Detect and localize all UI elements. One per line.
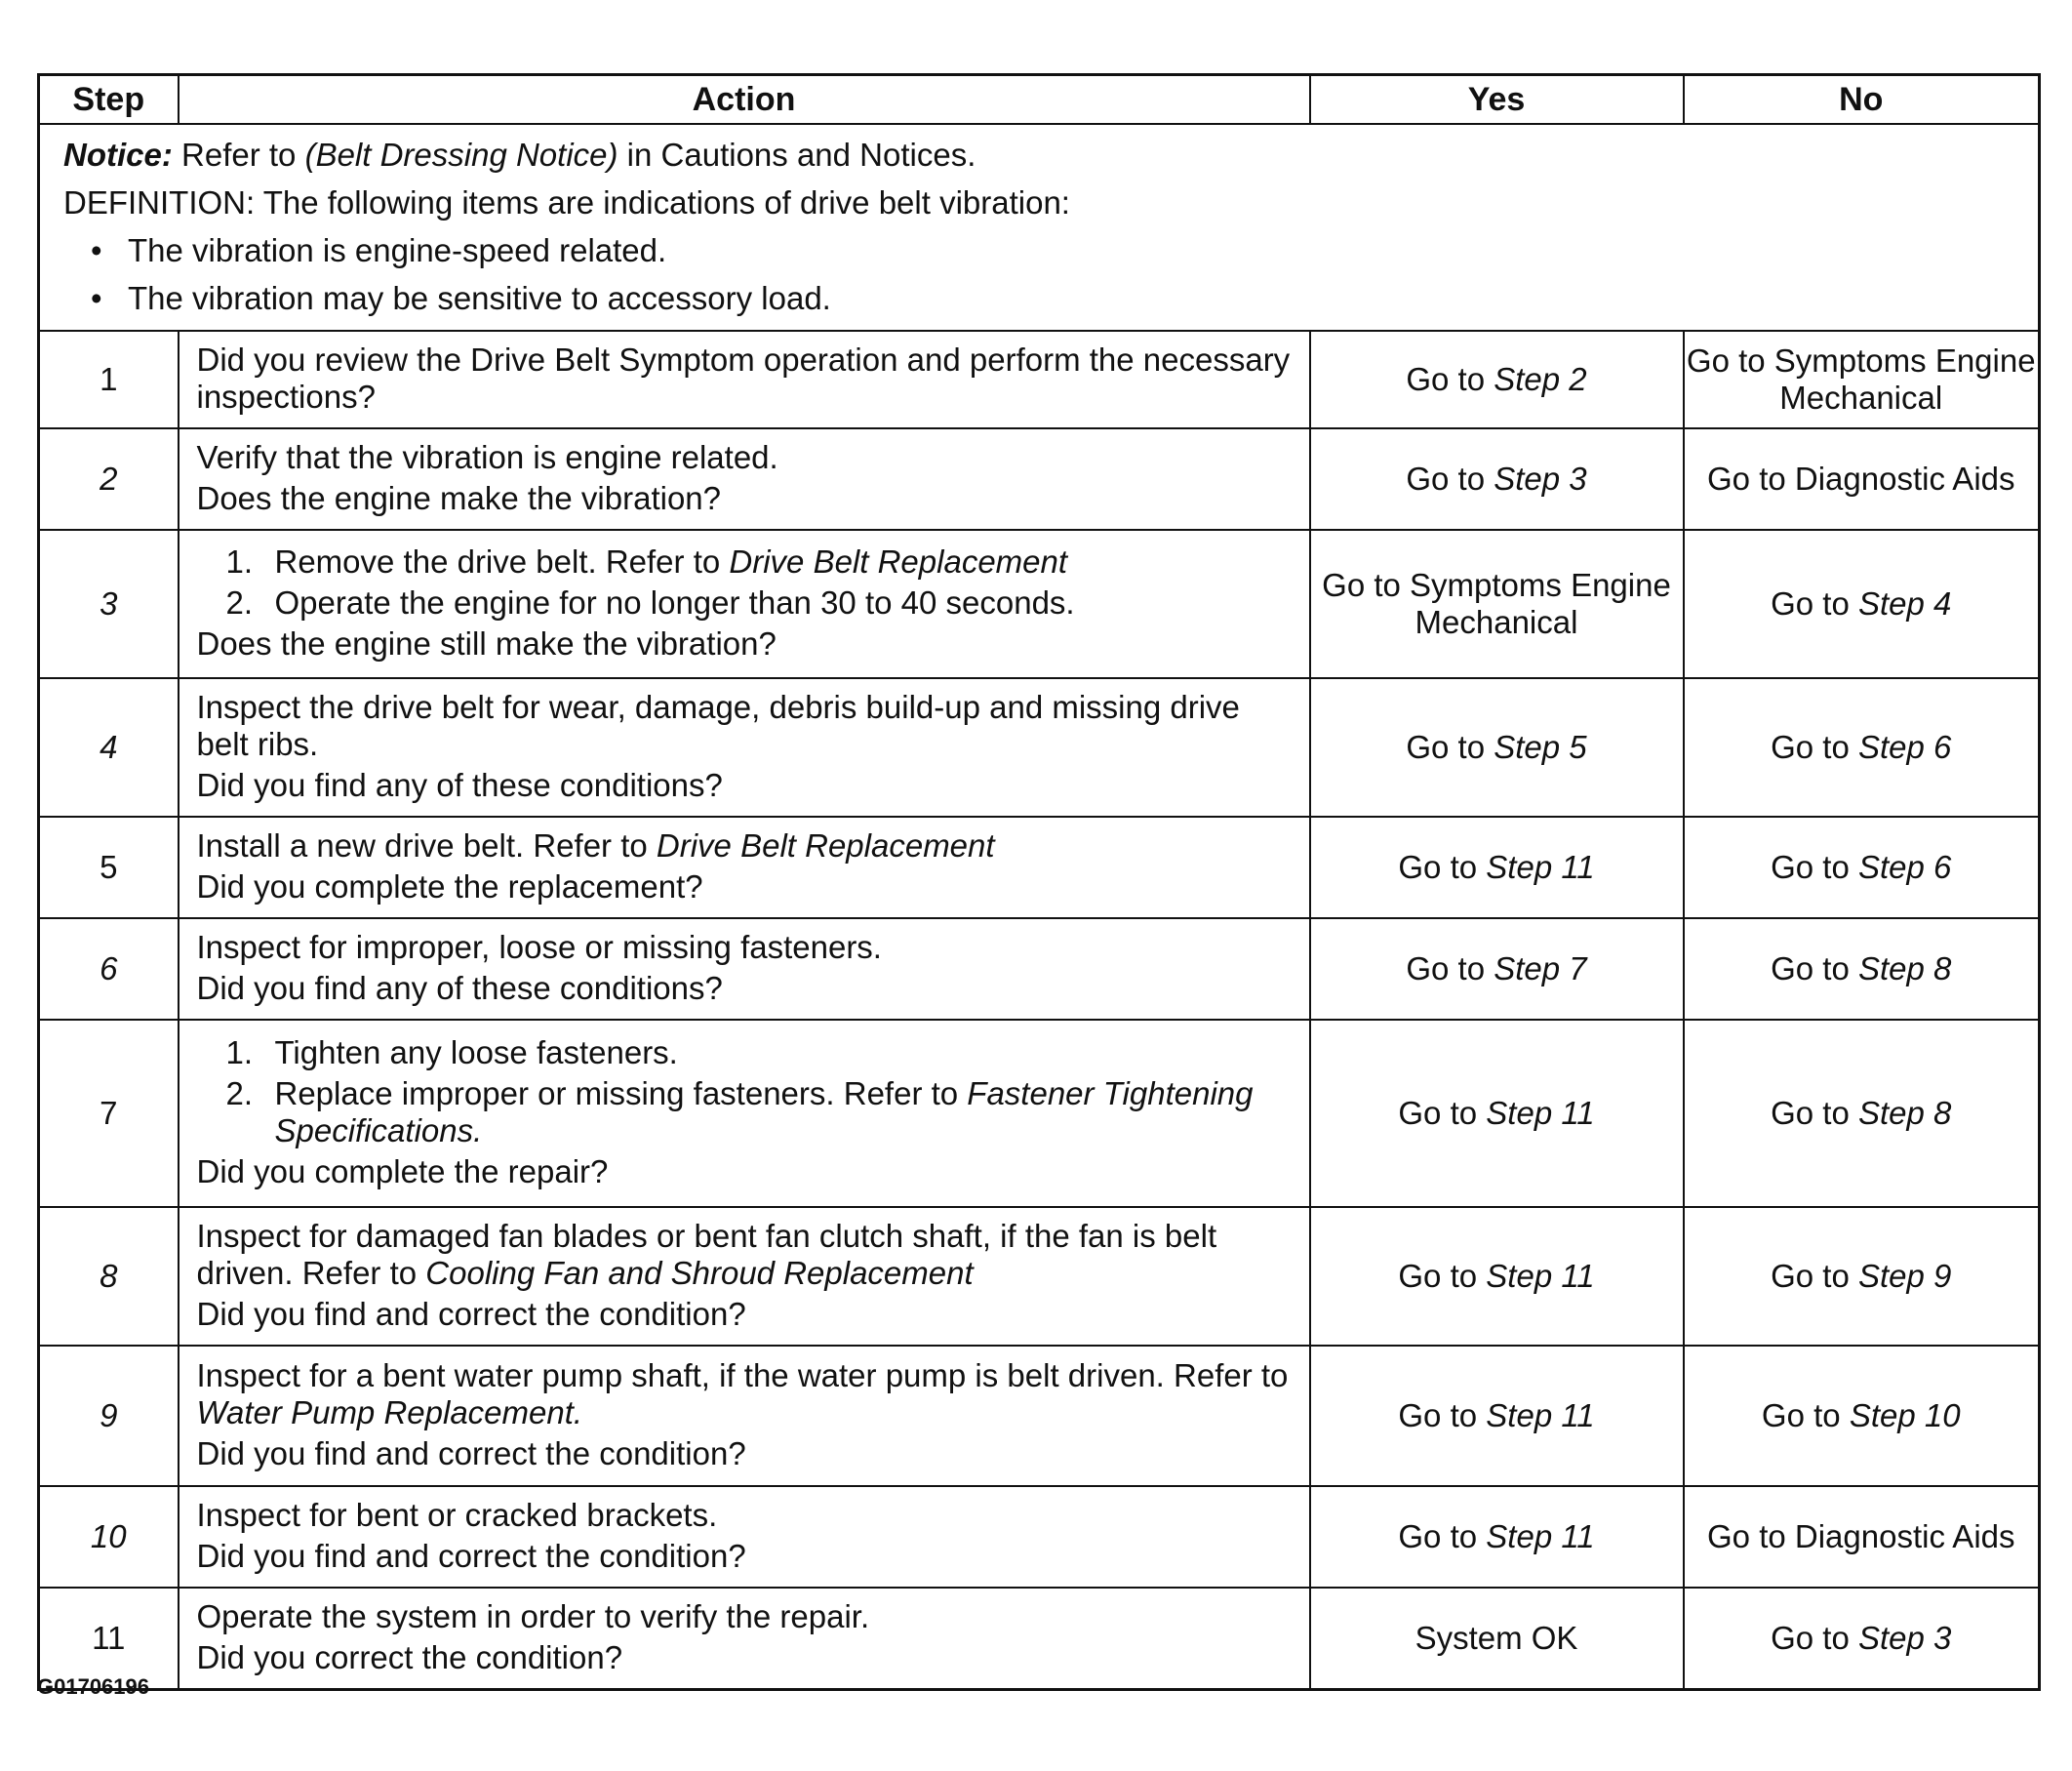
table-row [39, 1020, 2040, 1207]
step-number: 9 [39, 1346, 179, 1486]
numbered-instruction [226, 1075, 1292, 1149]
action-plain: Does the engine make the vibration? [196, 480, 722, 516]
instruction-plain: Replace improper or missing fasteners. Refer to [274, 1075, 968, 1111]
step-number: 3 [39, 530, 179, 678]
result-no-text: Go to [1761, 1397, 1850, 1433]
result-yes [1310, 530, 1684, 678]
action-line [197, 625, 1292, 663]
result-yes [1310, 1486, 1684, 1588]
result-yes-text: Go to [1406, 461, 1494, 497]
notice-line [63, 131, 2014, 179]
action-line [197, 439, 1292, 476]
action-line [197, 767, 1292, 804]
bullet-icon: • [91, 280, 102, 316]
action-cell [179, 1020, 1310, 1207]
action-line [197, 342, 1292, 416]
instruction-text [275, 1034, 678, 1071]
header-row [39, 75, 2040, 125]
result-yes-text: Go to Symptoms Engine Mechanical [1322, 567, 1671, 640]
result-no [1684, 1020, 2040, 1207]
result-no [1684, 1346, 2040, 1486]
table-row [39, 918, 2040, 1020]
table-row [39, 428, 2040, 530]
instruction-number: 1. [225, 543, 254, 580]
result-yes [1310, 918, 1684, 1020]
action-line [197, 1296, 1292, 1333]
action-line [197, 827, 1292, 865]
step-number: 10 [39, 1486, 179, 1588]
result-yes-text: Go to [1406, 950, 1494, 986]
table-row [39, 1346, 2040, 1486]
result-no-step: Step 6 [1857, 729, 1952, 765]
table-row [39, 1486, 2040, 1588]
numbered-instruction [226, 1034, 1292, 1071]
result-yes-step: Step 3 [1494, 461, 1587, 497]
table-row [39, 1588, 2040, 1690]
action-plain: Did you find and correct the condition? [196, 1435, 746, 1471]
action-line [197, 1153, 1292, 1190]
instruction-reference: Fastener Tightening Specifications. [274, 1075, 1254, 1148]
result-yes-text: Go to [1398, 1095, 1487, 1131]
result-yes-text: Go to [1398, 1258, 1487, 1294]
result-no-text: Go to [1771, 585, 1858, 622]
step-number: 8 [39, 1207, 179, 1346]
action-line [197, 689, 1292, 763]
header-step: Step [39, 75, 179, 125]
action-plain: Did you review the Drive Belt Symptom operation and perform the necessary inspections? [196, 342, 1291, 415]
step-number: 5 [39, 817, 179, 918]
action-plain: Did you find any of these conditions? [196, 767, 723, 803]
instruction-number: 2. [225, 584, 254, 621]
diagnostic-table [37, 73, 2041, 1691]
action-line [197, 480, 1292, 517]
action-plain: Install a new drive belt. Refer to [196, 827, 657, 864]
diagnostic-table-container [37, 73, 2038, 1691]
result-no-step: Step 8 [1857, 1095, 1952, 1131]
action-line [197, 1497, 1292, 1534]
result-no-text: Go to [1771, 1258, 1858, 1294]
action-cell [179, 918, 1310, 1020]
notice-label: Notice: [63, 137, 173, 173]
result-yes-text: Go to [1406, 729, 1494, 765]
action-plain: Did you find and correct the condition? [196, 1296, 746, 1332]
action-reference: Water Pump Replacement. [196, 1394, 583, 1430]
result-yes [1310, 428, 1684, 530]
header-yes: Yes [1310, 75, 1684, 125]
action-plain: Inspect for a bent water pump shaft, if the water pump is belt driven. Refer to [196, 1357, 1289, 1393]
action-plain: Inspect for bent or cracked brackets. [196, 1497, 718, 1533]
action-cell [179, 1588, 1310, 1690]
action-cell [179, 1486, 1310, 1588]
notice-text-post: in Cautions and Notices. [618, 137, 976, 173]
action-cell [179, 428, 1310, 530]
action-plain: Did you complete the replacement? [196, 868, 703, 905]
result-yes-text: System OK [1415, 1620, 1578, 1656]
action-plain: Verify that the vibration is engine related. [196, 439, 778, 475]
step-number: 2 [39, 428, 179, 530]
action-line [197, 1435, 1292, 1472]
result-yes-step: Step 11 [1486, 1397, 1595, 1433]
table-row [39, 1207, 2040, 1346]
result-no-text: Go to [1771, 729, 1858, 765]
instruction-text [275, 1075, 1292, 1149]
result-no [1684, 1207, 2040, 1346]
result-yes-step: Step 11 [1486, 849, 1595, 885]
action-plain: Did you correct the condition? [196, 1639, 623, 1675]
instruction-number: 2. [225, 1075, 254, 1111]
instruction-plain: Remove the drive belt. Refer to [274, 543, 730, 580]
result-no-text: Go to [1771, 1095, 1858, 1131]
result-yes-step: Step 11 [1486, 1518, 1595, 1554]
action-line [197, 1357, 1292, 1431]
step-number: 11 [39, 1588, 179, 1690]
action-plain: Inspect the drive belt for wear, damage, debris build-up and missing drive belt ribs. [196, 689, 1240, 762]
result-no [1684, 331, 2040, 428]
result-yes-step: Step 11 [1486, 1258, 1595, 1294]
bullet-text: The vibration may be sensitive to accessory load. [128, 280, 831, 316]
instruction-reference: Drive Belt Replacement [729, 543, 1068, 580]
result-no [1684, 428, 2040, 530]
action-cell [179, 817, 1310, 918]
result-yes-text: Go to [1398, 1518, 1487, 1554]
result-no [1684, 1486, 2040, 1588]
bullet-item [91, 274, 2014, 322]
numbered-instruction [226, 543, 1292, 581]
action-plain: Operate the system in order to verify the repair. [196, 1598, 870, 1634]
result-no [1684, 918, 2040, 1020]
result-no-step: Step 6 [1857, 849, 1952, 885]
result-no-text: Go to [1771, 849, 1858, 885]
figure-id: G01706196 [37, 1674, 149, 1699]
notice-cell [39, 124, 2040, 331]
result-no-step: Step 10 [1849, 1397, 1961, 1433]
notice-reference: (Belt Dressing Notice) [304, 137, 618, 173]
table-row [39, 530, 2040, 678]
action-cell [179, 1346, 1310, 1486]
result-no [1684, 678, 2040, 817]
result-no-text: Go to [1771, 1620, 1858, 1656]
result-no-text: Go to Diagnostic Aids [1707, 1518, 2015, 1554]
instruction-plain: Tighten any loose fasteners. [274, 1034, 678, 1070]
result-no [1684, 1588, 2040, 1690]
numbered-instruction [226, 584, 1292, 622]
action-plain: Did you complete the repair? [196, 1153, 609, 1189]
action-line [197, 1598, 1292, 1635]
result-yes [1310, 1346, 1684, 1486]
action-line [197, 1639, 1292, 1676]
action-plain: Did you find and correct the condition? [196, 1538, 746, 1574]
step-number: 1 [39, 331, 179, 428]
instruction-number: 1. [225, 1034, 254, 1070]
result-no-step: Step 9 [1857, 1258, 1952, 1294]
result-yes-step: Step 5 [1494, 729, 1587, 765]
instruction-text [275, 584, 1075, 622]
result-yes-text: Go to [1398, 1397, 1487, 1433]
action-line [197, 868, 1292, 906]
action-line [197, 929, 1292, 966]
action-line [197, 970, 1292, 1007]
result-no-step: Step 4 [1857, 585, 1952, 622]
instruction-text [275, 543, 1068, 581]
bullet-item [91, 226, 2014, 274]
result-yes-step: Step 2 [1494, 361, 1587, 397]
result-yes-step: Step 7 [1494, 950, 1587, 986]
bullet-text: The vibration is engine-speed related. [128, 232, 667, 268]
action-cell [179, 530, 1310, 678]
result-yes [1310, 1020, 1684, 1207]
bullet-icon: • [91, 232, 102, 268]
table-row [39, 678, 2040, 817]
result-yes [1310, 817, 1684, 918]
result-no-step: Step 3 [1857, 1620, 1952, 1656]
step-number: 6 [39, 918, 179, 1020]
result-yes [1310, 1207, 1684, 1346]
action-cell [179, 678, 1310, 817]
action-cell [179, 1207, 1310, 1346]
result-no-text: Go to Symptoms Engine Mechanical [1686, 342, 2036, 416]
table-row [39, 331, 2040, 428]
header-action: Action [179, 75, 1310, 125]
action-plain: Does the engine still make the vibration? [196, 625, 777, 662]
notice-row [39, 124, 2040, 331]
definition-line: DEFINITION: The following items are indications of drive belt vibration: [63, 184, 1070, 221]
action-plain: Did you find any of these conditions? [196, 970, 723, 1006]
result-no [1684, 817, 2040, 918]
action-plain: Inspect for damaged fan blades or bent fan clutch shaft, if the fan is belt driven. Refer to [196, 1218, 1217, 1291]
action-plain: Inspect for improper, loose or missing fasteners. [196, 929, 882, 965]
action-reference: Drive Belt Replacement [656, 827, 995, 864]
result-yes-text: Go to [1398, 849, 1487, 885]
result-no [1684, 530, 2040, 678]
result-no-step: Step 8 [1857, 950, 1952, 986]
action-cell [179, 331, 1310, 428]
result-yes-text: Go to [1406, 361, 1494, 397]
step-number: 7 [39, 1020, 179, 1207]
result-no-text: Go to [1771, 950, 1858, 986]
step-number: 4 [39, 678, 179, 817]
instruction-plain: Operate the engine for no longer than 30 to 40 seconds. [274, 584, 1075, 621]
notice-text-pre: Refer to [181, 137, 305, 173]
result-no-text: Go to Diagnostic Aids [1707, 461, 2015, 497]
result-yes-step: Step 11 [1486, 1095, 1595, 1131]
action-line [197, 1218, 1292, 1292]
action-line [197, 1538, 1292, 1575]
table-row [39, 817, 2040, 918]
action-reference: Cooling Fan and Shroud Replacement [425, 1255, 974, 1291]
result-yes [1310, 1588, 1684, 1690]
result-yes [1310, 331, 1684, 428]
result-yes [1310, 678, 1684, 817]
header-no: No [1684, 75, 2040, 125]
